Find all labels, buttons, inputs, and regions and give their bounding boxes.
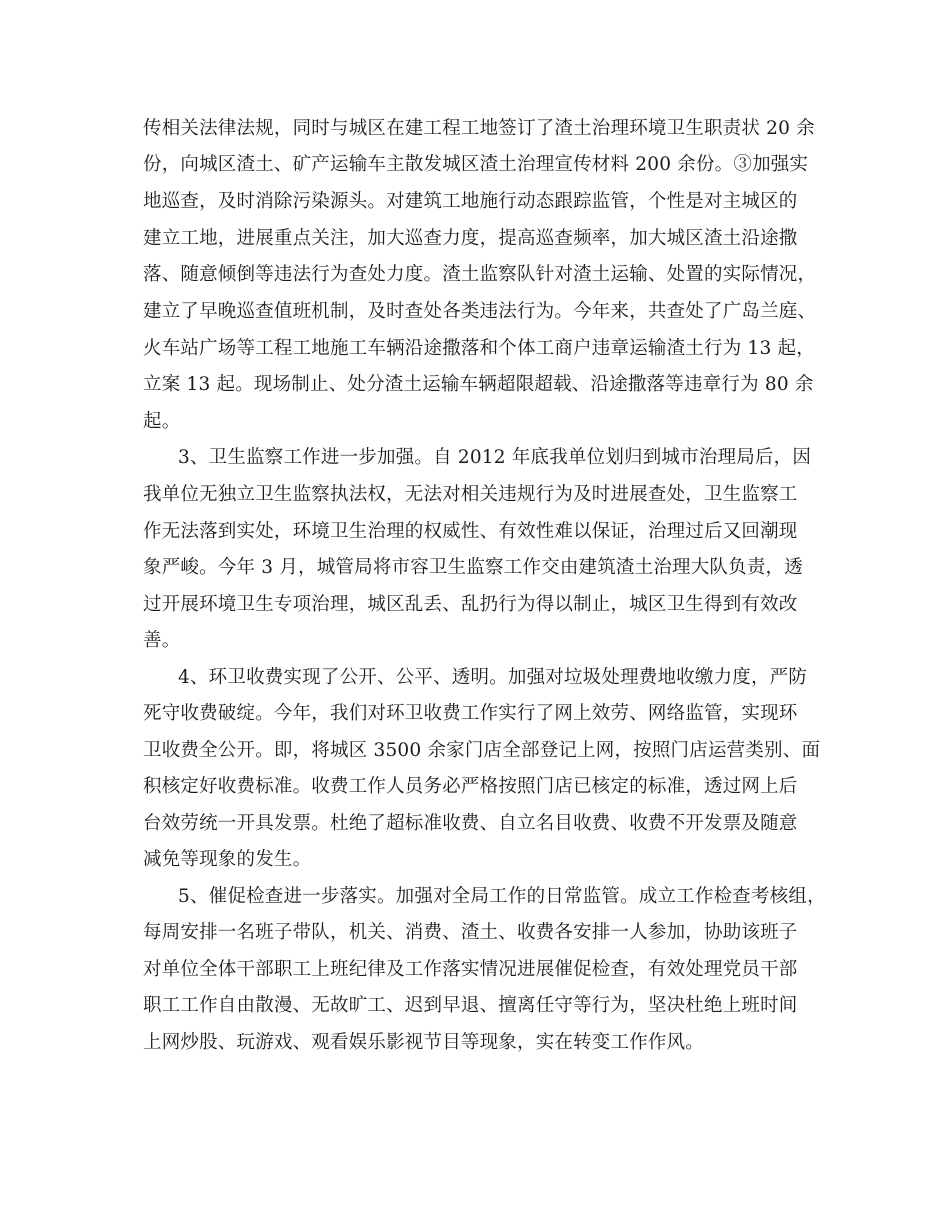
text-line: 善。 — [143, 630, 181, 651]
text-line: 职工工作自由散漫、无故旷工、迟到早退、擅离任守等行为，坚决杜绝上班时间 — [143, 995, 798, 1016]
text-line: 火车站广场等工程工地施工车辆沿途撒落和个体工商户违章运输渣土行为 13 起， — [143, 338, 815, 359]
text-line: 卫收费全公开。即，将城区 3500 余家门店全部登记上网，按照门店运营类别、面 — [143, 740, 821, 761]
text-line: 死守收费破绽。今年，我们对环卫收费工作实行了网上效劳、网络监管，实现环 — [143, 703, 798, 724]
text-line: 象严峻。今年 3 月，城管局将市容卫生监察工作交由建筑渣土治理大队负责，透 — [143, 557, 803, 578]
text-line: 地巡查，及时消除污染源头。对建筑工地施行动态跟踪监管，个性是对主城区的 — [143, 191, 798, 212]
text-line: 落、随意倾倒等违法行为查处力度。渣土监察队针对渣土运输、处置的实际情况， — [143, 264, 817, 285]
text-line: 减免等现象的发生。 — [143, 849, 312, 870]
text-line: 积核定好收费标准。收费工作人员务必严格按照门店已核定的标准，透过网上后 — [143, 776, 798, 797]
text-line: 传相关法律法规，同时与城区在建工程工地签订了渣土治理环境卫生职责状 20 余 — [143, 118, 815, 139]
text-line: 起。 — [143, 411, 181, 432]
paragraph-3-first-line: 3、卫生监察工作进一步加强。自 2012 年底我单位划归到城市治理局后，因 — [178, 447, 812, 468]
text-line: 建立了早晚巡查值班机制，及时查处各类违法行为。今年来，共查处了广岛兰庭、 — [143, 301, 817, 322]
text-line: 建立工地，进展重点关注，加大巡查力度，提高巡查频率，加大城区渣土沿途撒 — [143, 228, 798, 249]
paragraph-4-first-line: 4、环卫收费实现了公开、公平、透明。加强对垃圾处理费地收缴力度，严防 — [178, 667, 808, 688]
text-line: 台效劳统一开具发票。杜绝了超标准收费、自立名目收费、收费不开发票及随意 — [143, 813, 798, 834]
text-line: 立案 13 起。现场制止、处分渣土运输车辆超限超载、沿途撒落等违章行为 80 余 — [143, 374, 814, 395]
text-line: 作无法落到实处，环境卫生治理的权威性、有效性难以保证，治理过后又回潮现 — [143, 521, 798, 542]
text-line: 上网炒股、玩游戏、观看娱乐影视节目等现象，实在转变工作作风。 — [143, 1032, 705, 1053]
text-line: 份，向城区渣土、矿产运输车主散发城区渣土治理宣传材料 200 余份。③加强实 — [143, 154, 809, 175]
text-line: 每周安排一名班子带队，机关、消费、渣土、收费各安排一人参加，协助该班子 — [143, 922, 798, 943]
paragraph-5-first-line: 5、催促检查进一步落实。加强对全局工作的日常监管。成立工作检查考核组， — [178, 886, 826, 907]
text-line: 我单位无独立卫生监察执法权，无法对相关违规行为及时进展查处，卫生监察工 — [143, 484, 798, 505]
text-line: 对单位全体干部职工上班纪律及工作落实情况进展催促检查，有效处理党员干部 — [143, 959, 798, 980]
text-line: 过开展环境卫生专项治理，城区乱丢、乱扔行为得以制止，城区卫生得到有效改 — [143, 594, 798, 615]
